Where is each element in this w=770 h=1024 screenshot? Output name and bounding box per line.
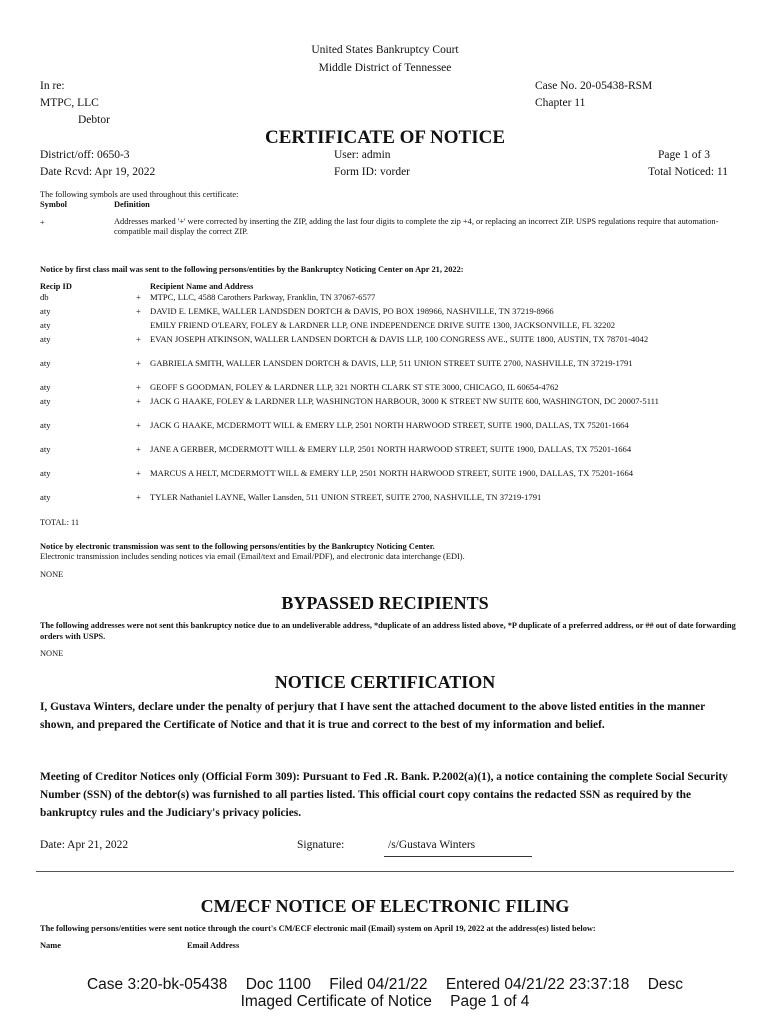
court-name: United States Bankruptcy Court [311,44,459,56]
recipient-symbol: + [136,444,141,454]
recipient-id: aty [40,396,51,406]
recipient-id: aty [40,358,51,368]
bypassed-none: NONE [40,649,64,658]
filing-footer [0,976,770,1010]
recipient-address: TYLER Nathaniel LAYNE, Waller Lansden, 511 UNION STREET, SUITE 2700, NASHVILLE, TN 37219-1791 [150,492,542,502]
recipient-id: aty [40,382,51,392]
recipient-symbol: + [136,420,141,430]
recipient-address: MTPC, LLC, 4588 Carothers Parkway, Franklin, TN 37067-6577 [150,292,376,302]
recipient-address: JANE A GERBER, MCDERMOTT WILL & EMERY LLP, 2501 NORTH HARWOOD STREET, SUITE 1900, DALLAS, TX 75201-1664 [150,444,632,454]
recipient-id: aty [40,306,51,316]
footer-doc: Doc 1100 [245,976,311,993]
recipient-symbol: + [136,382,141,392]
electronic-heading: Notice by electronic transmission was sent to the following persons/entities by the Bankruptcy Noticing Center. [40,542,435,551]
signature-value: /s/Gustava Winters [388,839,476,851]
symbol-plus: + [40,218,45,227]
symbols-intro: The following symbols are used throughout this certificate: [40,190,239,199]
date-received: Date Rcvd: Apr 19, 2022 [40,166,156,178]
electronic-none: NONE [40,570,64,579]
certification-date: Date: Apr 21, 2022 [40,839,129,851]
ecf-title: CM/ECF NOTICE OF ELECTRONIC FILING [200,896,570,916]
recipient-address: GEOFF S GOODMAN, FOLEY & LARDNER LLP, 321 NORTH CLARK ST STE 3000, CHICAGO, IL 60654-4762 [150,382,559,392]
footer-page: Page 1 of 4 [450,993,530,1010]
certificate-title: CERTIFICATE OF NOTICE [264,127,506,148]
footer-case: Case 3:20-bk-05438 [86,976,228,993]
chapter: Chapter 11 [535,97,586,109]
signature-label: Signature: [297,839,345,851]
form-id: Form ID: vorder [334,166,411,178]
recipient-address: EVAN JOSEPH ATKINSON, WALLER LANDSEN DORTCH & DAVIS LLP, 100 CONGRESS AVE., SUITE 1800, AUSTIN, TX 78701-4042 [150,334,649,344]
total-noticed: Total Noticed: 11 [648,166,728,178]
recipient-id: db [40,292,49,302]
certification-declaration: I, Gustava Winters, declare under the penalty of perjury that I have sent the attached document to the above listed entities in the manner shown, and prepared the Certificate of Notice and that it is true and correct to the best of my information and belief. [40,701,705,731]
ecf-email-header: Email Address [187,941,240,950]
debtor-name: MTPC, LLC [40,97,99,109]
court-district: Middle District of Tennessee [318,62,452,74]
footer-filed: Filed 04/21/22 [329,976,428,993]
certification-title: NOTICE CERTIFICATION [274,672,496,692]
recipient-id: aty [40,492,51,502]
recipient-id: aty [40,468,51,478]
recipient-symbol: + [136,306,141,316]
case-number: Case No. 20-05438-RSM [535,80,653,92]
user: User: admin [334,149,391,161]
recipient-address: DAVID E. LEMKE, WALLER LANDSDEN DORTCH & DAVIS, PO BOX 198966, NASHVILLE, TN 37219-8966 [150,306,554,316]
recipient-address: EMILY FRIEND O'LEARY, FOLEY & LARDNER LLP, ONE INDEPENDENCE DRIVE SUITE 1300, JACKSONVILLE, FL 32202 [150,320,616,330]
recip-id-header: Recip ID [40,282,72,291]
ecf-text: The following persons/entities were sent notice through the court's CM/ECF electronic mail (Email) system on April 19, 2022 at the address(es) listed below: [40,924,596,933]
electronic-subtext: Electronic transmission includes sending notices via email (Email/text and Email/PDF), and electronic data interchange (EDI). [40,552,465,561]
recipient-symbol: + [136,492,141,502]
recipient-symbol: + [136,468,141,478]
total-recipients: TOTAL: 11 [40,518,80,527]
bypassed-title: BYPASSED RECIPIENTS [281,593,489,613]
recipient-id: aty [40,444,51,454]
bypassed-text: The following addresses were not sent this bankruptcy notice due to an undeliverable address, *duplicate of an address listed above, *P duplicate of a preferred address, or ## out of date forwarding orders with USPS. [40,621,736,641]
recipient-symbol: + [136,334,141,344]
recipient-id: aty [40,320,51,330]
page-count: Page 1 of 3 [657,149,710,161]
recipient-address: JACK G HAAKE, MCDERMOTT WILL & EMERY LLP, 2501 NORTH HARWOOD STREET, SUITE 1900, DALLAS, TX 75201-1664 [150,420,629,430]
recipient-symbol: + [136,292,141,302]
ecf-name-header: Name [40,941,61,950]
symbol-header: Symbol [40,200,67,209]
debtor-label: Debtor [78,114,110,126]
recipient-address: JACK G HAAKE, FOLEY & LARDNER LLP, WASHINGTON HARBOUR, 3000 K STREET NW SUITE 600, WASHINGTON, DC 20007-5111 [150,396,659,406]
signature-line [384,856,532,857]
district-office: District/off: 0650-3 [40,149,130,161]
recipient-id: aty [40,334,51,344]
recipient-symbol: + [136,358,141,368]
recipient-symbol: + [136,396,141,406]
footer-line2: Imaged Certificate of Notice [240,993,432,1010]
definition-header: Definition [114,200,150,209]
footer-entered: Entered 04/21/22 23:37:18 [445,976,630,993]
certification-ssn-notice: Meeting of Creditor Notices only (Official Form 309): Pursuant to Fed .R. Bank. P.2002(a)(1), a notice containing the complete Social Security Number (SSN) of the debtor(s) was furnished to all parties listed. This official court copy contains the redacted SSN as required by the bankruptcy rules and the Judiciary's privacy policies. [40,771,728,819]
first-class-heading: Notice by first class mail was sent to the following persons/entities by the Bankruptcy Noticing Center on Apr 21, 2022: [40,265,464,274]
recipient-address: GABRIELA SMITH, WALLER LANSDEN DORTCH & DAVIS, LLP, 511 UNION STREET SUITE 2700, NASHVILLE, TN 37219-1791 [150,358,633,368]
section-divider [36,871,734,872]
recipient-address: MARCUS A HELT, MCDERMOTT WILL & EMERY LLP, 2501 NORTH HARWOOD STREET, SUITE 1900, DALLAS, TX 75201-1664 [150,468,634,478]
symbol-definition: Addresses marked '+' were corrected by inserting the ZIP, adding the last four digits to complete the zip +4, or replacing an incorrect ZIP. USPS regulations require that automation-compatible mail display the correct ZIP. [114,217,719,236]
recipient-id: aty [40,420,51,430]
footer-desc: Desc [647,976,684,993]
in-re-label: In re: [40,80,65,92]
recipient-header: Recipient Name and Address [150,282,254,291]
